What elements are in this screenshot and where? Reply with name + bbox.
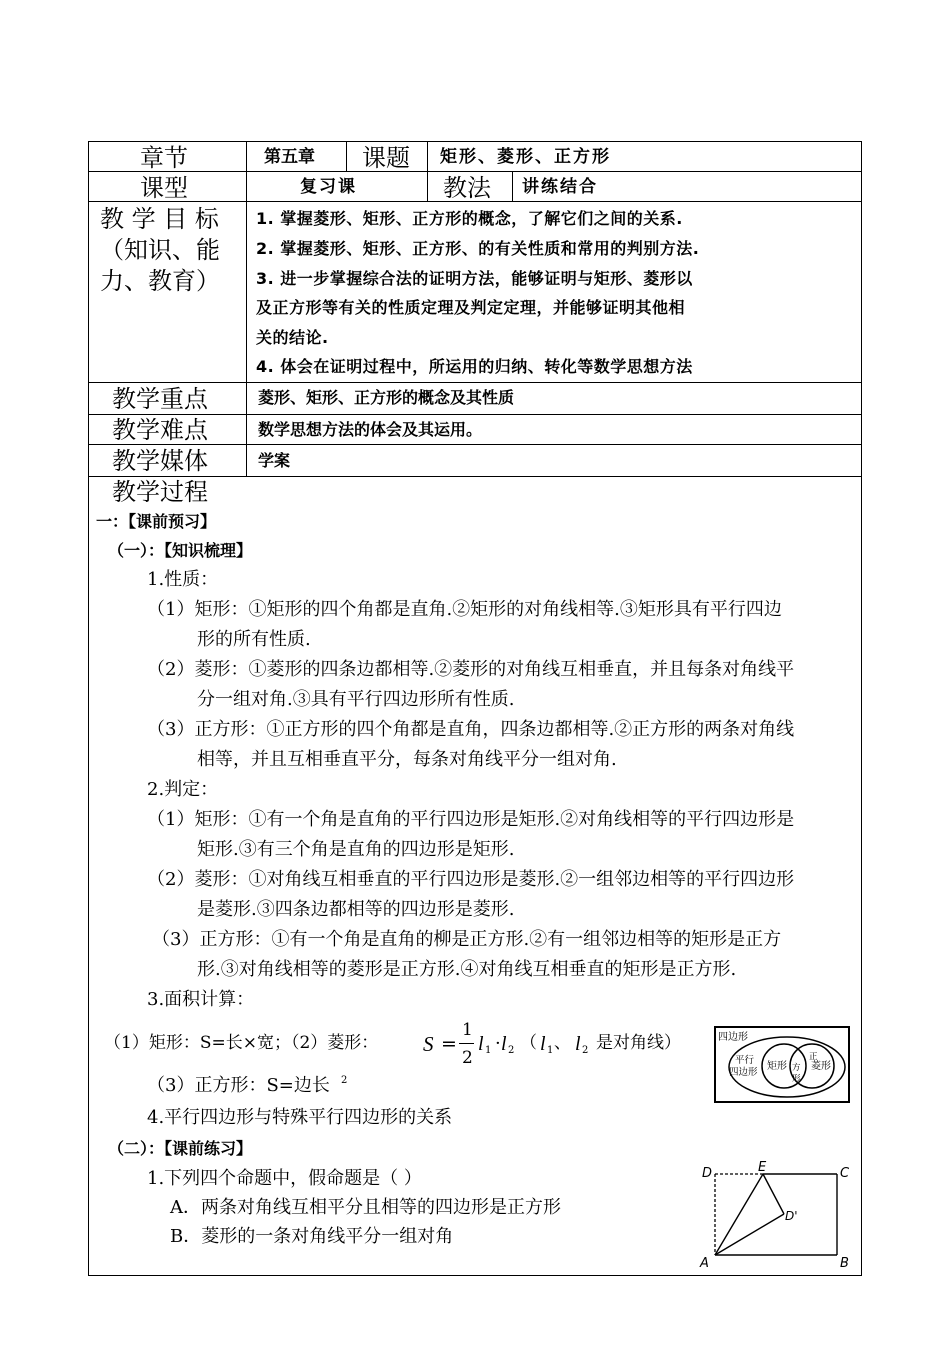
objective-line: 4. 体会在证明过程中，所运用的归纳、转化等数学思想方法 [256, 357, 693, 376]
process-line: 形.③对角线相等的菱形是正方形.④对角线互相垂直的矩形是正方形. [197, 959, 737, 980]
area-square-line: （3）正方形：S=边长 [147, 1075, 330, 1096]
area-note-open: （ [520, 1033, 537, 1053]
process-line: 1.性质： [147, 569, 219, 590]
subsection-heading: （二）：【课前练习】 [108, 1139, 253, 1158]
process-line: （3）正方形：①正方形的四个角都是直角，四条边都相等.②正方形的两条对角线 [147, 719, 795, 740]
area-square-sup: 2 [341, 1075, 348, 1086]
process-title: 教学过程 [112, 478, 208, 506]
chapter-label: 章节 [140, 144, 188, 172]
media-label: 教学媒体 [112, 447, 208, 475]
fraction-numerator: 1 [462, 1020, 473, 1040]
venn-parallelogram-label: 平行 [735, 1055, 755, 1066]
type-label: 课型 [140, 174, 188, 202]
process-line: （2）菱形：①对角线互相垂直的平行四边形是菱形.②一组邻边相等的平行四边形 [147, 869, 795, 890]
quadrilateral-relation-diagram [714, 1025, 851, 1104]
process-line: 是菱形.③四条边都相等的四边形是菱形. [197, 899, 515, 920]
question-1-option-b: B．菱形的一条对角线平分一组对角 [170, 1226, 454, 1247]
row-divider [88, 171, 862, 172]
key-points-value: 菱形、矩形、正方形的概念及其性质 [258, 388, 515, 407]
chapter-value: 第五章 [264, 147, 315, 167]
section-heading: 一：【课前预习】 [96, 512, 217, 531]
area-note-l1: l [540, 1033, 546, 1055]
process-line: （1）矩形：①矩形的四个角都是直角.②矩形的对角线相等.③矩形具有平行四边 [147, 599, 782, 620]
area-note-sep: 、 [554, 1033, 571, 1053]
process-line: 形的所有性质. [197, 629, 311, 650]
row-divider [88, 382, 862, 383]
area-rect-line: （1）矩形：S=长×宽；（2）菱形： [104, 1033, 379, 1053]
method-label: 教法 [443, 174, 491, 202]
process-line: 矩形.③有三个角是直角的四边形是矩形. [197, 839, 515, 860]
area-note-l2: l [575, 1033, 581, 1055]
objectives-label-line: 力、教育） [100, 267, 220, 295]
method-value: 讲练结合 [522, 177, 598, 197]
fold-line-AE [715, 1174, 763, 1255]
column-divider [427, 141, 428, 201]
label-E: E [758, 1160, 767, 1175]
fraction-denominator: 2 [462, 1048, 473, 1068]
area-l2: l [501, 1033, 507, 1055]
venn-parallelogram-label: 四边形 [729, 1067, 758, 1078]
venn-square-label: 形 [792, 1074, 801, 1084]
row-divider [88, 476, 862, 477]
row-divider [88, 444, 862, 445]
venn-outer-label: 四边形 [718, 1032, 748, 1043]
row-divider [88, 414, 862, 415]
label-B: B [840, 1256, 849, 1271]
label-D-prime: D' [785, 1209, 798, 1223]
process-line: 2.判定： [147, 779, 219, 800]
label-A: A [700, 1256, 709, 1271]
venn-rhombus-label: 菱形 [811, 1061, 831, 1072]
area-note-close: 是对角线） [596, 1033, 681, 1053]
label-D: D [702, 1166, 713, 1181]
column-divider [246, 141, 247, 476]
column-divider [346, 141, 347, 171]
objectives-label-line: 教 学 目 标 [100, 205, 219, 233]
question-1: 1.下列四个命题中，假命题是（ ） [147, 1168, 422, 1189]
relation-line: 4.平行四边形与特殊平行四边形的关系 [147, 1107, 453, 1128]
edge-AD [715, 1214, 784, 1255]
objective-line: 3. 进一步掌握综合法的证明方法，能够证明与矩形、菱形以 [256, 269, 693, 288]
process-line: 相等，并且互相垂直平分，每条对角线平分一组对角. [197, 749, 617, 770]
rectangle-fold-figure [697, 1160, 857, 1272]
subsection-heading: （一）：【知识梳理】 [108, 541, 253, 560]
objective-line: 1. 掌握菱形、矩形、正方形的概念，了解它们之间的关系. [256, 209, 683, 228]
area-note-l1-sub: 1 [547, 1045, 554, 1056]
process-line: （1）矩形：①有一个角是直角的平行四边形是矩形.②对角线相等的平行四边形是 [147, 809, 795, 830]
topic-value: 矩形、菱形、正方形 [440, 147, 611, 167]
process-line: （3）正方形：①有一个角是直角的柳是正方形.②有一组邻边相等的矩形是正方 [152, 929, 782, 950]
objective-line: 2. 掌握菱形、矩形、正方形、的有关性质和常用的判别方法. [256, 239, 700, 258]
question-1-option-a: A．两条对角线互相平分且相等的四边形是正方形 [170, 1197, 561, 1218]
objective-line: 及正方形等有关的性质定理及判定定理，并能够证明其他相 [256, 298, 686, 317]
difficulties-value: 数学思想方法的体会及其运用。 [258, 420, 483, 439]
type-value: 复习课 [300, 177, 357, 197]
process-line: 分一组对角.③具有平行四边形所有性质. [197, 689, 515, 710]
area-l1: l [478, 1033, 484, 1055]
venn-square-label: 方 [792, 1063, 801, 1073]
topic-label: 课题 [362, 144, 410, 172]
area-S: S [423, 1032, 434, 1056]
area-l2-sub: 2 [508, 1045, 515, 1056]
column-divider [512, 171, 513, 201]
objectives-label-line: （知识、能 [100, 236, 220, 264]
media-value: 学案 [258, 451, 291, 470]
label-C: C [840, 1166, 850, 1181]
area-dot: · [495, 1033, 501, 1054]
area-equals: = [441, 1033, 457, 1055]
objective-line: 关的结论. [256, 328, 329, 347]
difficulties-label: 教学难点 [112, 416, 208, 444]
fraction-bar [459, 1043, 474, 1044]
venn-square-label: 正 [809, 1052, 818, 1062]
process-line: 3.面积计算： [147, 989, 255, 1010]
area-note-l2-sub: 2 [582, 1045, 589, 1056]
venn-rect-label: 矩形 [767, 1061, 787, 1072]
key-points-label: 教学重点 [112, 385, 208, 413]
process-line: （2）菱形：①菱形的四条边都相等.②菱形的对角线互相垂直，并且每条对角线平 [147, 659, 795, 680]
edge-ED [763, 1174, 784, 1214]
area-l1-sub: 1 [485, 1045, 492, 1056]
